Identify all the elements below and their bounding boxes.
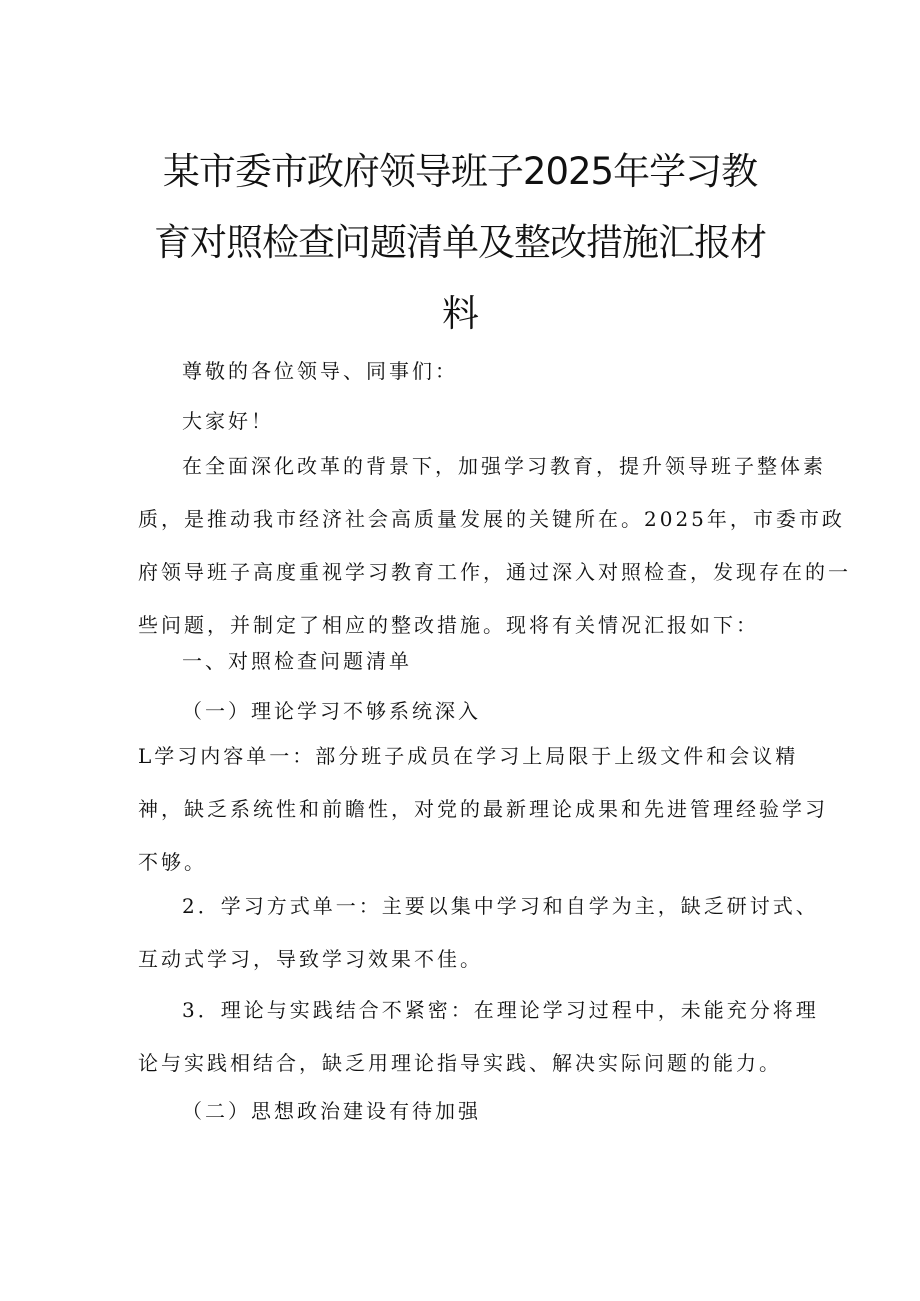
title-line: 某市委市政府领导班子2025年学习教 [162, 150, 758, 193]
paragraph-line: 论与实践相结合，缺乏用理论指导实践、解决实际问题的能力。 [138, 1051, 782, 1075]
paragraph-line: 些问题，并制定了相应的整改措施。现将有关情况汇报如下： [138, 613, 759, 637]
title-line: 料 [442, 292, 478, 335]
paragraph-line: 在全面深化改革的背景下，加强学习教育，提升领导班子整体素 [182, 454, 826, 478]
salutation: 尊敬的各位领导、同事们： [182, 359, 458, 383]
intro-paragraph [138, 440, 851, 652]
paragraph-line: 不够。 [138, 850, 207, 874]
paragraph-line: 府领导班子高度重视学习教育工作，通过深入对照检查，发现存在的一 [138, 560, 851, 584]
paragraph-line: 2．学习方式单一：主要以集中学习和自学为主，缺乏研讨式、 [182, 894, 819, 918]
paragraph-line: L学习内容单一：部分班子成员在学习上局限于上级文件和会议精 [138, 744, 799, 768]
document-title [140, 136, 780, 349]
issue-item-2 [138, 880, 819, 986]
section-heading-1: 一、对照检查问题清单 [182, 649, 412, 673]
subsection-heading-1: （一）理论学习不够系统深入 [182, 699, 481, 723]
subsection-heading-2: （二）思想政治建设有待加强 [182, 1099, 481, 1123]
greeting: 大家好！ [182, 409, 274, 433]
issue-item-3 [138, 984, 819, 1090]
issue-item-1 [138, 730, 828, 889]
paragraph-line: 3．理论与实践结合不紧密：在理论学习过程中，未能充分将理 [182, 998, 819, 1022]
paragraph-line: 质，是推动我市经济社会高质量发展的关键所在。2025年，市委市政 [138, 507, 845, 531]
paragraph-line: 神，缺乏系统性和前瞻性，对党的最新理论成果和先进管理经验学习 [138, 797, 828, 821]
title-line: 育对照检查问题清单及整改措施汇报材 [154, 221, 766, 264]
paragraph-line: 互动式学习，导致学习效果不佳。 [138, 947, 483, 971]
